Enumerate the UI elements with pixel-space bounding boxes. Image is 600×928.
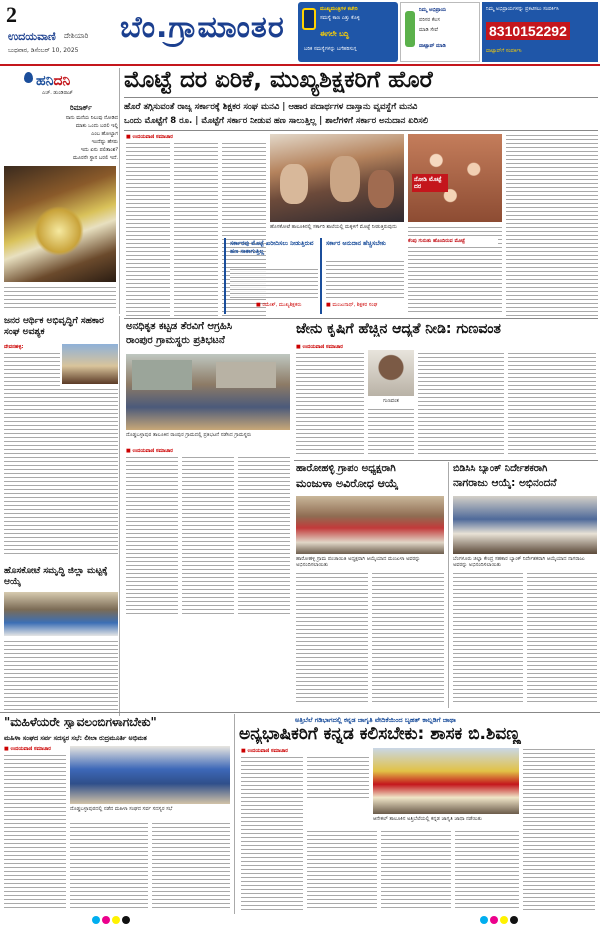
ad-phone-contact: ನಿಮ್ಮ ಅಭಿಪ್ರಾಯಗಳನ್ನು ಪ್ರಕಟಿಸಲು ಸಂಪರ್ಕಿಸಿ 8310152292 ವಾಟ್ಸಾಪ್‌ಗೆ ಸಂಪರ್ಕಿಸಿ — [482, 2, 598, 62]
main-headline: ಮೊಟ್ಟೆ ದರ ಏರಿಕೆ, ಮುಖ್ಯಶಿಕ್ಷಕರಿಗೆ ಹೊರೆ — [124, 68, 598, 98]
quote-1-by: ■ ರಮೇಶ್, ಮುಖ್ಯಶಿಕ್ಷಕರು — [256, 302, 302, 308]
hani-dani-box — [2, 68, 120, 314]
paper-name: ಉದಯವಾಣಿ — [8, 30, 56, 43]
edition-label: ದೇಶಿಯಾರಿ — [64, 32, 89, 40]
quote-box-1 — [224, 238, 318, 314]
hosk-story — [2, 566, 120, 716]
quote-box-2 — [320, 238, 404, 314]
right-column-story — [506, 134, 598, 316]
hosk-photo — [4, 592, 118, 636]
women-photo — [70, 746, 230, 804]
school-byline: ■ ಉದಯವಾಣಿ ಸಮಾಚಾರ — [126, 448, 173, 454]
poem-title: ರಿಮಾರ್ಕ್ — [70, 104, 92, 112]
bee-person-photo — [368, 350, 414, 396]
kannada-caption: ಆನೇಕಲ್ ತಾಲೂಕಿನ ಅತ್ತಿಬೆಲೆಯಲ್ಲಿ ಕನ್ನಡ ಜಾಗೃತಿ ಜಾಥಾ ನಡೆಯಿತು — [373, 816, 482, 822]
school-photo — [126, 354, 290, 430]
section-title: ಬೆಂ.ಗ್ರಾಮಾಂತರ — [120, 10, 285, 45]
cartoon-byline: ಎಚ್. ಡುಂಡಿರಾಜ್ — [42, 90, 73, 96]
haroli-headline-1: ಹಾರೋಹಳ್ಳಿ ಗ್ರಾಪಂ ಅಧ್ಯಕ್ಷರಾಗಿ — [296, 464, 396, 474]
main-subhead-2: ಒಂದು ಮೊಟ್ಟೆಗೆ 8 ರೂ. | ಮೊಟ್ಟೆಗೆ ಸರ್ಕಾರ ನೀಡುವ ಹಣ ಸಾಲುತ್ತಿಲ್ಲ | ಶಾಲೆಗಳಿಗೆ ಸರ್ಕಾರ ಅನುದಾನ ಏರಿಸಲಿ — [124, 116, 429, 126]
bee-byline: ■ ಉದಯವಾಣಿ ಸಮಾಚಾರ — [296, 344, 343, 350]
drop-icon — [24, 72, 33, 83]
women-story — [2, 714, 232, 914]
flower-photo — [4, 166, 116, 282]
egg-closeup-photo — [408, 134, 502, 222]
coop-photo — [62, 344, 118, 384]
women-subhead: ಮಹಿಳಾ ಸಂಘದ ಸರ್ವ ಸದಸ್ಯರ ಸಭೆ: ಲೀಲಾ ರುದ್ರಮೂರ್ತಿ ಅಭಿಮತ — [4, 734, 147, 742]
kannada-kicker: ಅತ್ತಿಬೆಲೆ ಗಡಿಭಾಗದಲ್ಲಿ ಕನ್ನಡ ಜಾಗೃತಿ ವೇದಿಕೆಯಿಂದ ಬೃಹತ್ ಕಾಲ್ನಡಿಗೆ ಜಾಥಾ — [295, 716, 456, 724]
bank-headline-2: ನಾಗರಾಜು ಆಯ್ಕೆ: ಅಭಿನಂದನೆ — [453, 478, 557, 489]
main-story-col1 — [126, 142, 170, 316]
bee-headline: ಜೇನು ಕೃಷಿಗೆ ಹೆಚ್ಚಿನ ಆದ್ಯತೆ ನೀಡಿ: ಗುಣವಂತ — [296, 322, 501, 337]
school-story — [124, 320, 292, 620]
women-headline: "ಮಹಿಳೆಯರೇ ಸ್ವಾವಲಂಬಿಗಳಾಗಬೇಕು" — [4, 716, 157, 729]
haroli-caption: ಹಾರೋಹಳ್ಳಿ ಗ್ರಾಮ ಪಂಚಾಯಿತಿ ಅಧ್ಯಕ್ಷರಾಗಿ ಆಯ್ಕೆಯಾದ ಮಂಜುಳಾ ಅವರನ್ನು ಅಭಿನಂದಿಸಲಾಯಿತು — [296, 556, 421, 568]
egg-inset-label: ನೋಡಿ ಮೊಟ್ಟೆ ದರ — [412, 174, 448, 192]
quote-2-by: ■ ಮಂಜುನಾಥ್, ಶಿಕ್ಷಕರ ಸಂಘ — [326, 302, 378, 308]
egg-photo — [270, 134, 404, 222]
coop-headline: ಜನರ ಆರ್ಥಿಕ ಅಭಿವೃದ್ಧಿಗೆ ಸಹಕಾರ ಸಂಘ ಅವಶ್ಯಕ — [4, 316, 104, 337]
coop-dateline: ದೇವನಹಳ್ಳಿ: — [4, 344, 24, 350]
dateline: ಬುಧವಾರ, ಡಿಸೆಂಬರ್ 10, 2025 — [8, 47, 79, 54]
school-headline-2: ರಾಂಪುರ ಗ್ರಾಮಸ್ಥರು ಪ್ರತಿಭಟನೆ — [126, 336, 225, 346]
bank-caption: ಬೆಂಗಳೂರು ಜಿಲ್ಲಾ ಕೇಂದ್ರ ಸಹಕಾರ ಬ್ಯಾಂಕ್ ನಿರ್ದೇಶಕರಾಗಿ ಆಯ್ಕೆಯಾದ ನಾಗರಾಜು ಅವರನ್ನು ಅಭಿನಂದಿಸಲಾಯಿತು — [453, 556, 585, 568]
kannada-story — [234, 714, 598, 914]
cartoon-title-part1: ಹನಿ — [36, 73, 54, 89]
ad-whatsapp: ನಿಮ್ಮ ಅಭಿಪ್ರಾಯ ಪರಿಸರ ಕೆಲಸ ಮಾಡಿ ಸೇವೆ ವಾಟ್ಸಾಪ್ ಮಾಡಿ — [400, 2, 480, 62]
col-note: ಕೆಂಪು ಗುರುತು ಹೊಂದಿರುವ ಮೊಟ್ಟೆ — [408, 238, 498, 244]
main-byline: ■ ಉದಯವಾಣಿ ಸಮಾಚಾರ — [126, 134, 173, 140]
bank-story — [448, 462, 598, 708]
bank-photo — [453, 496, 597, 554]
ad-bottle-icon — [405, 11, 415, 47]
hosk-headline: ಹೊಸಕೋಟೆ ಸಮೃದ್ಧಿ ಜಿಲ್ಲಾ ಮಟ್ಟಕ್ಕೆ ಆಯ್ಕೆ — [4, 566, 108, 587]
masthead — [0, 0, 600, 64]
haroli-photo — [296, 496, 444, 554]
school-headline-1: ಅನಧಿಕೃತ ಕಟ್ಟಡ ತೆರವಿಗೆ ಆಗ್ರಹಿಸಿ — [126, 322, 233, 332]
ad-cm-office: ಮುಖ್ಯಮಂತ್ರಿಗಳ ಕಚೇರಿ ಸಮಸ್ಯೆ ಕಾಣ ಎತ್ತು ಕೊಳ್ಳಿ ಈಗಲೇ ಬದ್ಧಿ ಬರಿಕ ಸಮಸ್ಯೆಗಳನ್ನು ಬಗೆಹರಿಸುಗ್ಗ — [298, 2, 398, 62]
registration-marks — [0, 914, 600, 926]
coop-story — [2, 316, 120, 566]
poem: ನಾನು ಮನೆಯ ನಿಲುವು ನೋಡಿದ ಮಾತು ಒಂದು ಬರಲಿ ಇಲ್ಲಿ ಎಂಬ ಹೋಲ್ದಾಗ ಇಂದೆಷ್ಟು ಹೆಸರು ಇದು ಏನು ಪಲಿತಾಂಶ? ಮೂರನೇ ಸ್ಥಾನ ಬರಲಿ ಇದೆ. — [65, 115, 118, 161]
haroli-story — [294, 462, 446, 708]
kannada-headline: ಅನ್ಯಭಾಷಿಕರಿಗೆ ಕನ್ನಡ ಕಲಿಸಬೇಕು: ಶಾಸಕ ಬಿ.ಶಿವಣ್ಣ — [239, 726, 521, 744]
cartoon-title-part2: ದನಿ — [53, 73, 71, 89]
school-caption: ದೊಡ್ಡಬಳ್ಳಾಪುರ ತಾಲೂಕಿನ ರಾಂಪುರ ಗ್ರಾಮದಲ್ಲಿ ಪ್ರತಿಭಟನೆ ನಡೆಸಿದ ಗ್ರಾಮಸ್ಥರು — [126, 432, 252, 438]
page-number: 2 — [6, 2, 17, 27]
bee-person-label: ಗುಣವಂತ — [383, 398, 399, 404]
main-subhead: ಹೊರೆ ತಗ್ಗಿಸುವಂತೆ ರಾಜ್ಯ ಸರ್ಕಾರಕ್ಕೆ ಶಿಕ್ಷಕರ ಸಂಘ ಮನವಿ | ಆಹಾರ ಪದಾರ್ಥಗಳ ದಾಸ್ತಾನು ವ್ಯವಸ್ಥೆಗೆ ಮನವಿ — [124, 102, 418, 112]
haroli-headline-2: ಮಂಜುಳಾ ಅವಿರೋಧ ಆಯ್ಕೆ — [296, 478, 399, 490]
egg-caption: ಹೊಸಕೋಟೆ ತಾಲೂಕಿನಲ್ಲಿ ಸರ್ಕಾರಿ ಶಾಲೆಯಲ್ಲಿ ಮಕ್ಕಳಿಗೆ ಮೊಟ್ಟೆ ನೀಡುತ್ತಿರುವುದು — [270, 224, 397, 230]
flower-caption — [4, 286, 116, 310]
quote-1: ಸರ್ಕಾರವು ಮೊಟ್ಟೆ ಖರೀದಿಸಲು ನೀಡುತ್ತಿರುವ ಹಣ ಸಾಕಾಗುತ್ತಿಲ್ಲ — [230, 240, 314, 255]
women-byline: ■ ಉದಯವಾಣಿ ಸಮಾಚಾರ — [4, 746, 51, 752]
bank-headline-1: ಬಿಡಿಸಿಸಿ ಬ್ಯಾಂಕ್ ನಿರ್ದೇಶಕರಾಗಿ — [453, 464, 548, 474]
ad-phone-icon — [302, 8, 316, 30]
kannada-byline: ■ ಉದಯವಾಣಿ ಸಮಾಚಾರ — [241, 748, 288, 754]
women-caption: ದೊಡ್ಡಬಳ್ಳಾಪುರದಲ್ಲಿ ನಡೆದ ಮಹಿಳಾ ಸಂಘದ ಸರ್ವ ಸದಸ್ಯರ ಸಭೆ — [70, 806, 173, 812]
kannada-photo — [373, 748, 519, 814]
bee-story — [294, 320, 598, 458]
main-story-col2 — [174, 142, 218, 316]
quote-2: ಸರ್ಕಾರ ಅನುದಾನ ಹೆಚ್ಚಿಸಬೇಕು — [326, 240, 386, 247]
ad-phone-number: 8310152292 — [486, 22, 570, 40]
